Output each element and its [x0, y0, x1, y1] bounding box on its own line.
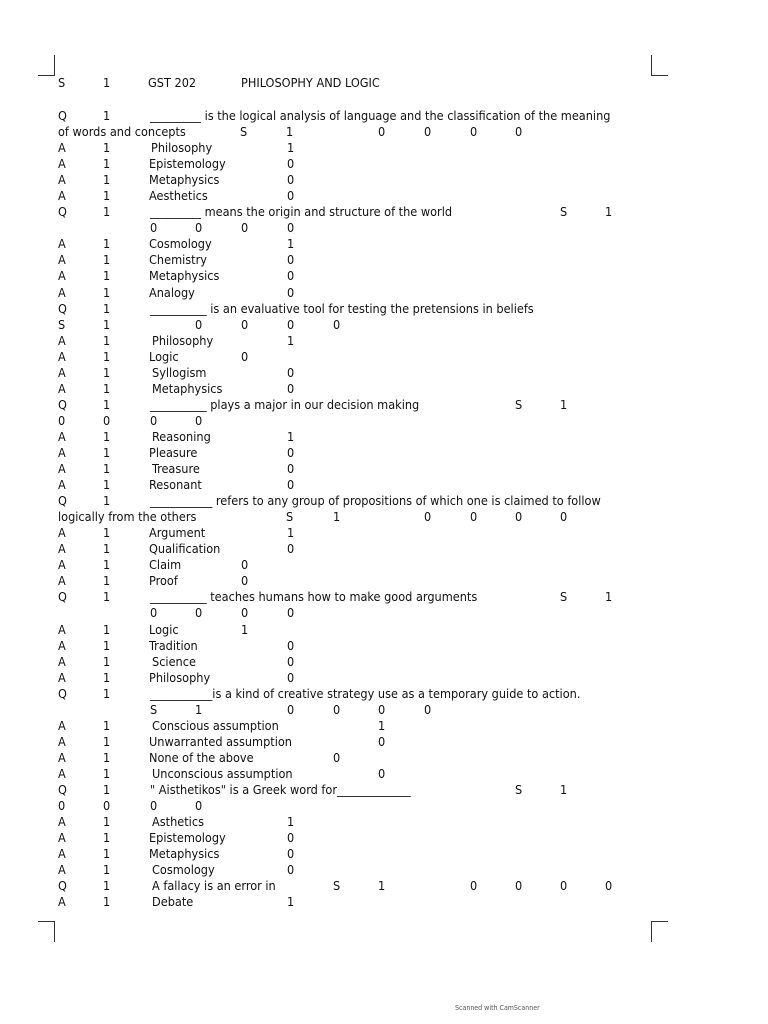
header-title: PHILOSOPHY AND LOGIC [241, 75, 380, 90]
line-cell: A [58, 653, 66, 669]
document-line [0, 397, 768, 413]
line-cell: A [58, 894, 66, 910]
line-cell: 1 [103, 284, 111, 300]
line-cell: 1 [103, 557, 111, 573]
line-cell: A [58, 749, 66, 765]
document-line [0, 718, 768, 734]
line-cell: 0 [241, 605, 249, 621]
line-cell: S [515, 396, 523, 412]
header-code: S [58, 75, 66, 90]
document-line [0, 622, 768, 638]
line-cell: Asthetics [152, 814, 204, 830]
line-cell: A [58, 188, 66, 204]
line-cell: 0 [287, 653, 295, 669]
line-cell: Philosophy [152, 332, 214, 348]
line-cell: 0 [424, 124, 432, 140]
line-cell: Q [58, 878, 67, 894]
document-line [0, 493, 768, 509]
line-cell: 1 [241, 621, 249, 637]
line-cell: 0 [424, 509, 432, 525]
line-cell: 0 [605, 878, 613, 894]
line-cell: 1 [103, 637, 111, 653]
line-cell: A [58, 765, 66, 781]
line-cell: A fallacy is an error in [152, 878, 276, 894]
line-cell: 0 [195, 220, 203, 236]
line-cell: 0 [150, 605, 158, 621]
line-cell: A [58, 477, 66, 493]
line-cell: 0 [195, 605, 203, 621]
line-cell: A [58, 573, 66, 589]
line-cell: 1 [103, 188, 111, 204]
line-cell: Unconscious assumption [152, 765, 293, 781]
line-cell: 0 [58, 798, 66, 814]
document-line [0, 541, 768, 557]
line-cell: 0 [378, 733, 386, 749]
document-line [0, 381, 768, 397]
line-cell: A [58, 252, 66, 268]
line-cell: 0 [378, 701, 386, 717]
line-cell: 0 [195, 412, 203, 428]
line-cell: 0 [287, 444, 295, 460]
line-cell: A [58, 268, 66, 284]
line-cell: S [560, 589, 568, 605]
line-cell: 0 [515, 509, 523, 525]
line-cell: 1 [103, 204, 111, 220]
line-cell: 1 [560, 781, 568, 797]
scan-corner-mark-top-left [38, 55, 55, 76]
line-cell: 0 [560, 509, 568, 525]
line-cell: 1 [103, 477, 111, 493]
line-cell: 1 [103, 461, 111, 477]
line-cell: A [58, 332, 66, 348]
document-line [0, 766, 768, 782]
line-cell: 1 [103, 733, 111, 749]
line-cell: 1 [103, 781, 111, 797]
document-line [0, 846, 768, 862]
line-cell: S [560, 204, 568, 220]
line-cell: A [58, 637, 66, 653]
document-line [0, 285, 768, 301]
line-cell: 1 [103, 653, 111, 669]
document-line [0, 124, 768, 140]
line-cell: 0 [287, 268, 295, 284]
line-cell: " Aisthetikos" is a Greek word for_____________ [150, 781, 411, 797]
line-cell: 0 [287, 252, 295, 268]
line-cell: Tradition [149, 637, 198, 653]
line-cell: 0 [470, 124, 478, 140]
line-cell: 0 [287, 188, 295, 204]
line-cell: Resonant [149, 477, 202, 493]
line-cell: A [58, 156, 66, 172]
line-cell: 0 [333, 749, 341, 765]
line-cell: Philosophy [151, 140, 213, 156]
line-cell: of words and concepts [58, 124, 186, 140]
line-cell: Epistemology [149, 156, 226, 172]
line-cell: 1 [103, 589, 111, 605]
scan-corner-mark-bottom-left [38, 921, 55, 942]
line-cell: A [58, 557, 66, 573]
document-line [0, 573, 768, 589]
line-cell: A [58, 862, 66, 878]
line-cell: Cosmology [149, 236, 212, 252]
line-cell: Pleasure [149, 444, 198, 460]
line-cell: 1 [560, 396, 568, 412]
line-cell: 1 [103, 862, 111, 878]
line-cell: Metaphysics [149, 268, 220, 284]
line-cell: 1 [333, 509, 341, 525]
line-cell: 0 [287, 380, 295, 396]
line-cell: 0 [241, 573, 249, 589]
line-cell: S [58, 316, 66, 332]
line-cell: S [240, 124, 248, 140]
line-cell: Claim [149, 557, 182, 573]
line-cell: 1 [103, 765, 111, 781]
line-cell: 0 [241, 348, 249, 364]
header-course: GST 202 [148, 75, 197, 90]
line-cell: 1 [103, 172, 111, 188]
line-cell: 1 [286, 124, 294, 140]
header-num: 1 [103, 75, 111, 90]
line-cell: 0 [424, 701, 432, 717]
line-cell: 1 [103, 444, 111, 460]
line-cell: Conscious assumption [152, 717, 279, 733]
document-line [0, 894, 768, 910]
line-cell: A [58, 348, 66, 364]
line-cell: Aesthetics [149, 188, 208, 204]
question-list [0, 108, 768, 910]
document-line [0, 333, 768, 349]
line-cell: 1 [103, 749, 111, 765]
document-line [0, 156, 768, 172]
line-cell: Q [58, 781, 67, 797]
line-cell: 1 [103, 525, 111, 541]
line-cell: Q [58, 589, 67, 605]
document-line [0, 686, 768, 702]
document-line [0, 349, 768, 365]
document-line [0, 702, 768, 718]
document-line [0, 365, 768, 381]
document-line [0, 317, 768, 333]
line-cell: 1 [103, 332, 111, 348]
document-line [0, 589, 768, 605]
line-cell: 0 [241, 316, 249, 332]
line-cell: 0 [515, 124, 523, 140]
line-cell: Qualification [149, 541, 221, 557]
line-cell: Reasoning [152, 428, 211, 444]
line-cell: None of the above [149, 749, 254, 765]
line-cell: _________ means the origin and structure of the world [150, 204, 453, 220]
line-cell: 1 [103, 541, 111, 557]
document-line [0, 670, 768, 686]
document-line [0, 782, 768, 798]
line-cell: Q [58, 204, 67, 220]
line-cell: 0 [287, 669, 295, 685]
line-cell: 0 [58, 412, 66, 428]
document-line [0, 605, 768, 621]
line-cell: Debate [152, 894, 194, 910]
line-cell: Argument [149, 525, 206, 541]
line-cell: A [58, 621, 66, 637]
line-cell: Epistemology [149, 830, 226, 846]
line-cell: S [333, 878, 341, 894]
line-cell: 0 [103, 798, 111, 814]
document-line [0, 204, 768, 220]
line-cell: 0 [287, 316, 295, 332]
line-cell: 1 [103, 830, 111, 846]
line-cell: 0 [150, 412, 158, 428]
line-cell: 1 [103, 300, 111, 316]
document-header [0, 75, 768, 91]
line-cell: Syllogism [152, 364, 207, 380]
line-cell: 1 [287, 428, 295, 444]
line-cell: 0 [287, 862, 295, 878]
line-cell: 0 [333, 316, 341, 332]
line-cell: 0 [241, 557, 249, 573]
line-cell: __________ plays a major in our decision making [150, 396, 420, 412]
line-cell: A [58, 733, 66, 749]
document-line [0, 445, 768, 461]
line-cell: Logic [149, 348, 179, 364]
line-cell: A [58, 525, 66, 541]
line-cell: 0 [287, 477, 295, 493]
line-cell: 1 [287, 525, 295, 541]
line-cell: 0 [287, 701, 295, 717]
line-cell: A [58, 830, 66, 846]
line-cell: Proof [149, 573, 178, 589]
line-cell: Metaphysics [149, 846, 220, 862]
line-cell: 1 [103, 621, 111, 637]
line-cell: 0 [470, 509, 478, 525]
line-cell: 1 [103, 573, 111, 589]
line-cell: Unwarranted assumption [149, 733, 292, 749]
line-cell: Q [58, 493, 67, 509]
line-cell: A [58, 140, 66, 156]
document-line [0, 301, 768, 317]
document-line [0, 734, 768, 750]
line-cell: S [515, 781, 523, 797]
document-line [0, 878, 768, 894]
scan-corner-mark-top-right [651, 55, 668, 76]
line-cell: 1 [103, 316, 111, 332]
document-line [0, 461, 768, 477]
line-cell: 1 [103, 140, 111, 156]
line-cell: 1 [103, 669, 111, 685]
document-line [0, 236, 768, 252]
line-cell: Science [152, 653, 196, 669]
line-cell: ___________is a kind of creative strategy use as a temporary guide to action. [150, 685, 581, 701]
line-cell: A [58, 284, 66, 300]
document-line [0, 798, 768, 814]
line-cell: logically from the others [58, 509, 197, 525]
line-cell: 1 [103, 878, 111, 894]
line-cell: 0 [287, 284, 295, 300]
line-cell: Logic [149, 621, 179, 637]
line-cell: 1 [287, 236, 295, 252]
line-cell: 0 [378, 765, 386, 781]
line-cell: Metaphysics [152, 380, 223, 396]
line-cell: 0 [287, 156, 295, 172]
line-cell: Q [58, 685, 67, 701]
line-cell: 1 [103, 268, 111, 284]
line-cell: 0 [287, 364, 295, 380]
line-cell: 0 [287, 637, 295, 653]
document-line [0, 188, 768, 204]
line-cell: 1 [103, 348, 111, 364]
line-cell: 1 [103, 685, 111, 701]
line-cell: A [58, 669, 66, 685]
line-cell: 1 [287, 332, 295, 348]
line-cell: 0 [515, 878, 523, 894]
line-cell: S [286, 509, 294, 525]
line-cell: 1 [103, 364, 111, 380]
line-cell: 1 [103, 380, 111, 396]
line-cell: Chemistry [149, 252, 207, 268]
line-cell: A [58, 717, 66, 733]
line-cell: 0 [560, 878, 568, 894]
line-cell: 0 [241, 220, 249, 236]
line-cell: 0 [287, 846, 295, 862]
line-cell: 0 [103, 412, 111, 428]
document-line [0, 509, 768, 525]
line-cell: 1 [378, 878, 386, 894]
line-cell: 1 [103, 894, 111, 910]
document-line [0, 654, 768, 670]
line-cell: 1 [605, 589, 613, 605]
document-line [0, 108, 768, 124]
line-cell: 0 [287, 172, 295, 188]
line-cell: Philosophy [149, 669, 211, 685]
line-cell: 0 [195, 798, 203, 814]
scan-corner-mark-bottom-right [651, 921, 668, 942]
document-line [0, 252, 768, 268]
line-cell: 1 [103, 717, 111, 733]
line-cell: 0 [287, 830, 295, 846]
line-cell: 1 [195, 701, 203, 717]
line-cell: A [58, 172, 66, 188]
line-cell: 1 [103, 156, 111, 172]
line-cell: 1 [287, 814, 295, 830]
line-cell: _________ is the logical analysis of language and the classification of the meaning [150, 108, 611, 123]
line-cell: A [58, 444, 66, 460]
line-cell: Treasure [152, 461, 200, 477]
line-cell: A [58, 846, 66, 862]
document-line [0, 862, 768, 878]
document-line [0, 140, 768, 156]
line-cell: 1 [103, 493, 111, 509]
document-line [0, 268, 768, 284]
document-line [0, 814, 768, 830]
line-cell: __________ is an evaluative tool for testing the pretensions in beliefs [150, 300, 534, 316]
line-cell: 0 [378, 124, 386, 140]
document-line [0, 525, 768, 541]
line-cell: Q [58, 108, 67, 123]
line-cell: 0 [470, 878, 478, 894]
line-cell: 1 [103, 428, 111, 444]
line-cell: A [58, 236, 66, 252]
line-cell: Metaphysics [149, 172, 220, 188]
line-cell: S [150, 701, 158, 717]
document-line [0, 413, 768, 429]
line-cell: 1 [103, 396, 111, 412]
line-cell: 0 [333, 701, 341, 717]
line-cell: 0 [287, 605, 295, 621]
line-cell: A [58, 461, 66, 477]
document-line [0, 220, 768, 236]
line-cell: 1 [103, 236, 111, 252]
line-cell: __________ teaches humans how to make good arguments [150, 589, 478, 605]
document-line [0, 477, 768, 493]
line-cell: 1 [103, 108, 111, 123]
line-cell: 0 [287, 220, 295, 236]
document-line [0, 172, 768, 188]
line-cell: 1 [287, 894, 295, 910]
line-cell: 1 [378, 717, 386, 733]
line-cell: 1 [103, 814, 111, 830]
line-cell: 0 [150, 798, 158, 814]
document-line [0, 638, 768, 654]
line-cell: 0 [195, 316, 203, 332]
line-cell: A [58, 428, 66, 444]
line-cell: 0 [287, 541, 295, 557]
line-cell: A [58, 541, 66, 557]
document-line [0, 830, 768, 846]
document-line [0, 750, 768, 766]
line-cell: Analogy [149, 284, 195, 300]
document-line [0, 557, 768, 573]
line-cell: 0 [150, 220, 158, 236]
line-cell: ___________ refers to any group of propositions of which one is claimed to follow [150, 493, 601, 509]
document-line [0, 429, 768, 445]
line-cell: 1 [103, 252, 111, 268]
scanner-footer: Scanned with CamScanner [455, 1004, 540, 1012]
line-cell: Q [58, 300, 67, 316]
line-cell: 0 [287, 461, 295, 477]
line-cell: 1 [287, 140, 295, 156]
line-cell: 1 [103, 846, 111, 862]
line-cell: A [58, 364, 66, 380]
line-cell: Cosmology [152, 862, 215, 878]
line-cell: Q [58, 396, 67, 412]
line-cell: 1 [605, 204, 613, 220]
line-cell: A [58, 380, 66, 396]
line-cell: A [58, 814, 66, 830]
